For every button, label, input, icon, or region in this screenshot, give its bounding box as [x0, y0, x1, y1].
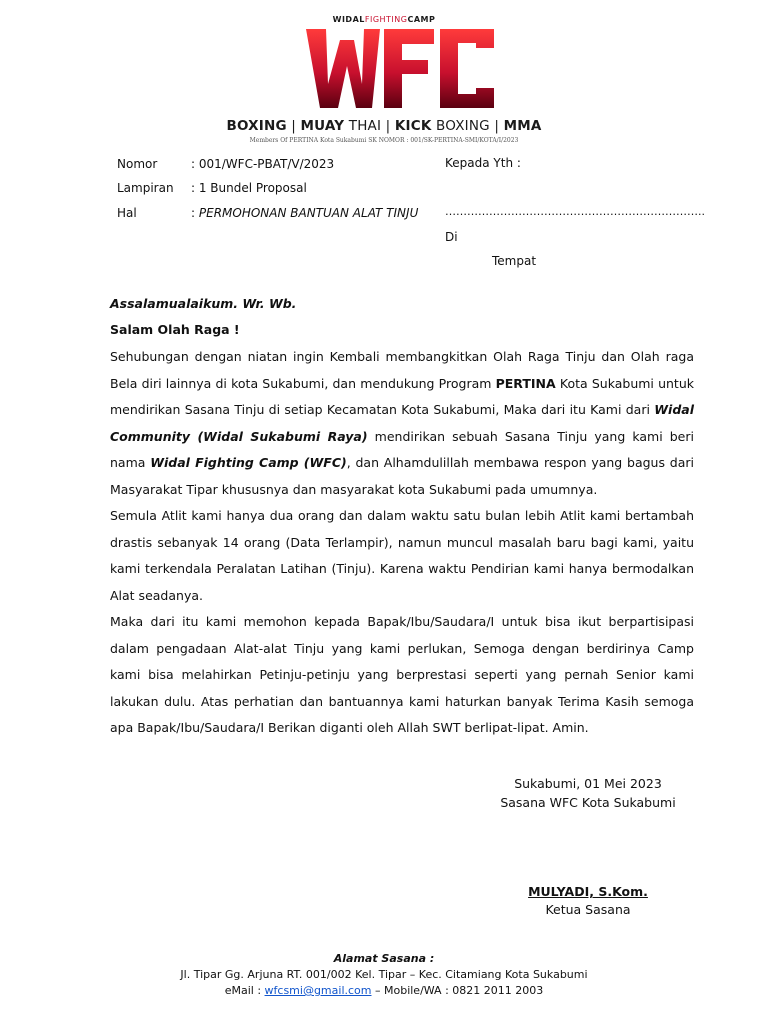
closing-place-date: Sukabumi, 01 Mei 2023	[514, 776, 662, 791]
p1-pertina: PERTINA	[495, 375, 556, 391]
letter-body	[110, 344, 694, 742]
p1-text-e: mendirikan sebuah Sasana Tinju yang kami beri nama	[110, 428, 694, 470]
footer-title: Alamat Sasana :	[333, 952, 435, 965]
recipient-di: Di	[445, 230, 458, 244]
tagline-boxing: BOXING	[226, 118, 287, 134]
tagline-kick: KICK	[394, 118, 432, 134]
hal-field	[191, 205, 418, 221]
body-paragraph-1	[110, 344, 694, 503]
tagline-kboxing: BOXING	[431, 118, 490, 134]
p1-text-c: Kota Sukabumi untuk mendirikan Sasana Tinju di setiap Kecamatan Kota Sukabumi, Maka dari itu Kami dari	[110, 375, 694, 417]
footer-address: Jl. Tipar Gg. Arjuna RT. 001/002 Kel. Tipar – Kec. Citamiang Kota Sukabumi	[180, 968, 588, 981]
camp-name-part1: WIDAL	[332, 15, 365, 24]
tagline-mma: MMA	[503, 118, 542, 134]
camp-name	[0, 15, 768, 24]
footer-contact	[0, 983, 768, 999]
wfc-logo-graphic	[300, 26, 500, 112]
hal-colon: :	[191, 206, 196, 220]
wfc-logo	[300, 26, 500, 112]
camp-name-part3: CAMP	[407, 15, 436, 24]
tagline	[0, 118, 768, 134]
nomor-value: : 001/WFC-PBAT/V/2023	[191, 157, 335, 171]
tagline-muay: MUAY	[300, 118, 345, 134]
body-paragraph-2: Semula Atlit kami hanya dua orang dan dalam waktu satu bulan lebih Atlit kami bertambah drastis sebanyak 14 orang (Data Terlampir), namun muncul masalah baru bagi kami, yaitu kami terkendala Peralatan Latihan (Tinju). Karena waktu Pendirian kami hanya bermodalkan Alat seadanya.	[110, 508, 694, 603]
p1-text-g: , dan Alhamdulillah membawa respon yang bagus dari Masyarakat Tipar khususnya dan masyarakat kota Sukabumi pada umumnya.	[110, 455, 694, 497]
p1-text-a: Sehubungan dengan niatan ingin Kembali membangkitkan Olah Raga Tinju dan Olah raga Bela diri lainnya di kota Sukabumi, dan mendukung Program	[110, 349, 694, 391]
camp-name-part2: FIGHTING	[364, 15, 408, 24]
membership-line: Members Of PERTINA Kota Sukabumi SK NOMOR : 001/SK-PERTINA-SMI/KOTA/I/2023	[249, 137, 519, 144]
p1-widal-community: Widal Community (Widal Sukabumi Raya)	[110, 402, 694, 444]
hal-value: PERMOHONAN BANTUAN ALAT TINJU	[198, 206, 419, 220]
tagline-thai: THAI	[344, 118, 382, 134]
recipient-kepada: Kepada Yth :	[445, 156, 521, 170]
greeting-salam1: Assalamualaikum. Wr. Wb.	[110, 296, 297, 311]
tagline-sep3: |	[489, 118, 504, 134]
hal-label: Hal	[117, 206, 137, 220]
recipient-tempat: Tempat	[492, 254, 537, 268]
nomor-label: Nomor	[117, 157, 158, 171]
recipient-dots: ……………………………………………………………..	[445, 205, 705, 218]
body-paragraph-3: Maka dari itu kami memohon kepada Bapak/Ibu/Saudara/I untuk bisa ikut berpartisipasi dalam pengadaan Alat-alat Tinju yang kami perlukan, Semoga dengan berdirinya Camp kami bisa melahirkan Petinju-petinju yang berprestasi seperti yang pernah Senior kami lakukan dulu. Atas perhatian dan bantuannya kami haturkan banyak Terima Kasih semoga apa Bapak/Ibu/Saudara/I Berikan diganti oleh Allah SWT berlipat-lipat. Amin.	[110, 614, 694, 735]
signer-name: MULYADI, S.Kom.	[528, 884, 648, 899]
footer-email-link[interactable]: wfcsmi@gmail.com	[264, 984, 372, 997]
footer-phone: – Mobile/WA : 0821 2011 2003	[371, 984, 544, 997]
lampiran-value: : 1 Bundel Proposal	[191, 181, 307, 195]
signer-role: Ketua Sasana	[545, 902, 631, 917]
logo-text: WFC	[400, 112, 403, 113]
greeting-salam2: Salam Olah Raga !	[110, 322, 240, 337]
tagline-sep2: |	[381, 118, 395, 134]
p1-wfc-name: Widal Fighting Camp (WFC)	[150, 455, 347, 470]
tagline-sep1: |	[286, 118, 301, 134]
lampiran-label: Lampiran	[117, 181, 174, 195]
footer-email-label: eMail :	[224, 984, 265, 997]
closing-org: Sasana WFC Kota Sukabumi	[500, 795, 676, 810]
